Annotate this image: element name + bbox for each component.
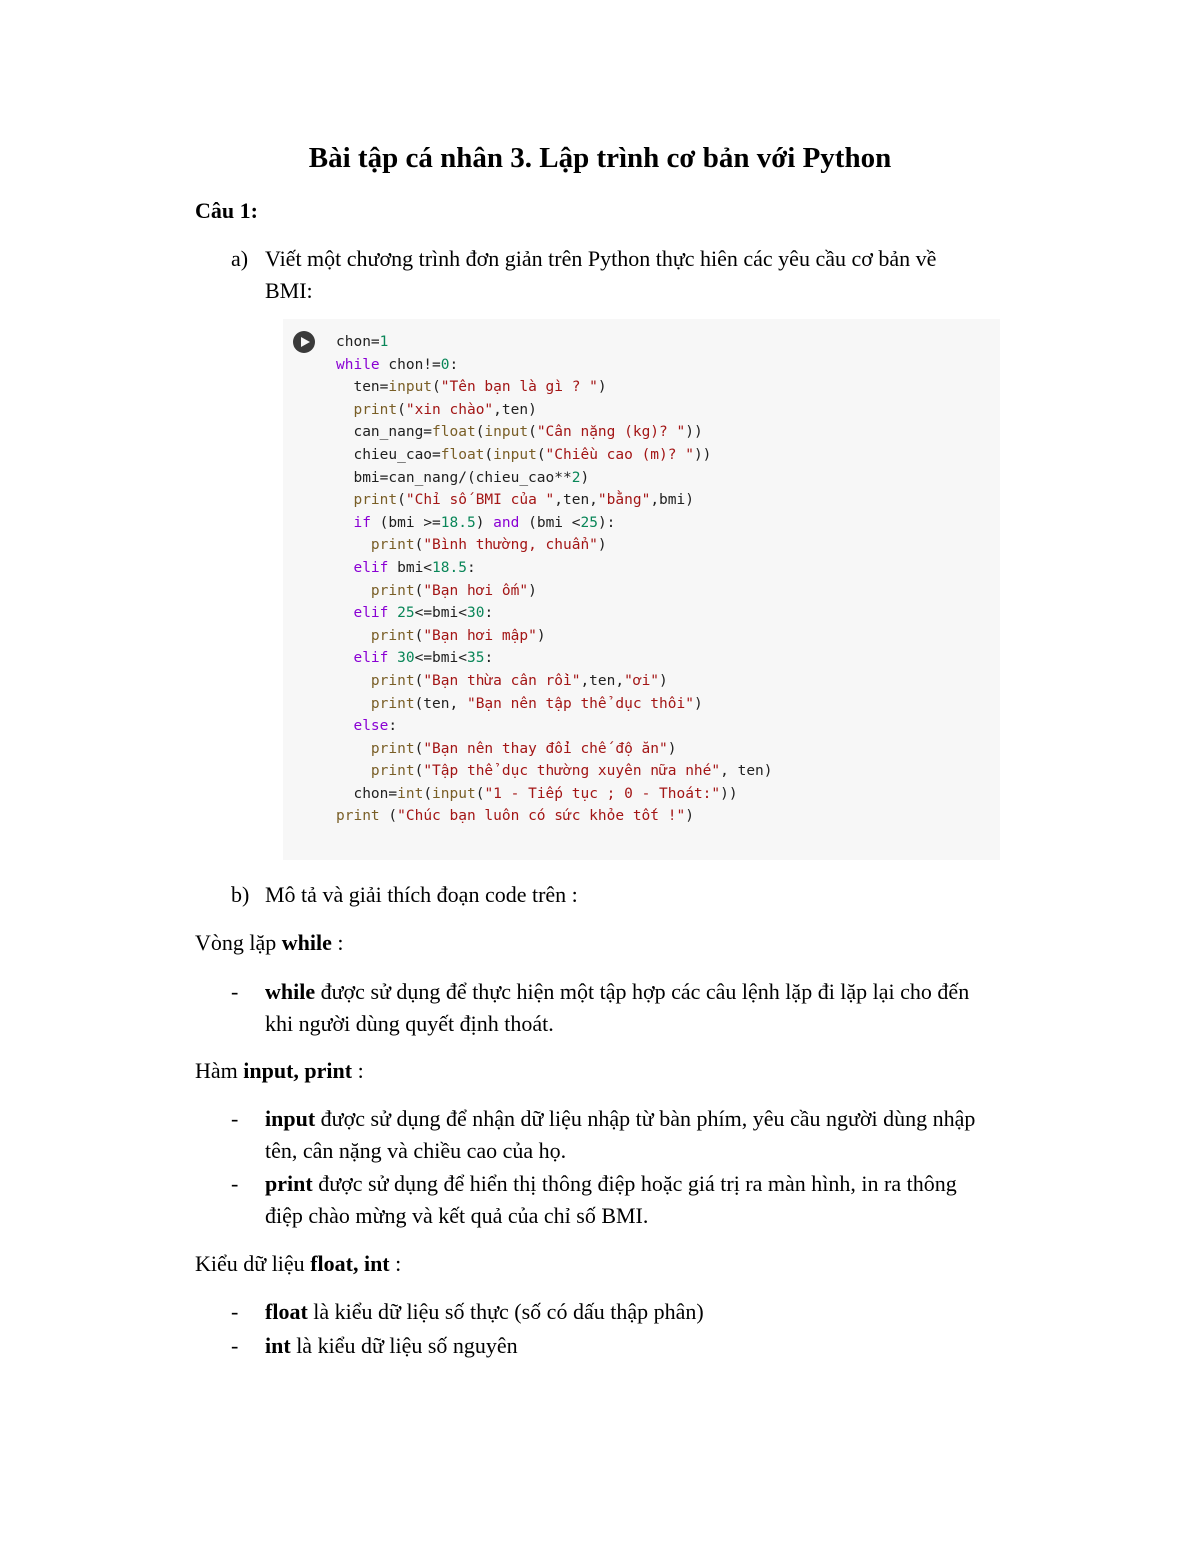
code-line: print("Bạn hơi ốm") — [370, 582, 537, 599]
float-item — [265, 1295, 704, 1328]
document-title: Bài tập cá nhân 3. Lập trình cơ bản với Python — [308, 142, 892, 174]
code-line: elif 30<=bmi<35: — [353, 650, 494, 667]
print-item-keyword: print — [265, 1171, 313, 1196]
code-line: chon=int(input("1 - Tiếp tục ; 0 - Thoát:")) — [336, 785, 738, 802]
types-heading — [195, 1247, 401, 1280]
io-heading — [195, 1054, 364, 1087]
code-line: elif bmi<18.5: — [353, 559, 476, 576]
io-heading-print: print — [304, 1058, 353, 1083]
code-line: print("Bạn thừa cân rồi",ten,"ơi") — [370, 672, 668, 689]
int-item-text: là kiểu dữ liệu số nguyên — [290, 1333, 518, 1358]
code-line: print("Bạn hơi mập") — [370, 627, 546, 644]
while-heading-prefix: Vòng lặp — [195, 930, 282, 955]
code-line: print(ten, "Bạn nên tập thể dục thôi") — [370, 695, 703, 712]
code-line: print("Bạn nên thay đổi chế độ ăn") — [370, 740, 677, 757]
code-line: else: — [353, 718, 398, 735]
input-item-line-1 — [265, 1102, 975, 1135]
code-line: print("Chỉ số BMI của ",ten,"bằng",bmi) — [353, 492, 694, 509]
io-heading-input: input — [243, 1058, 294, 1083]
code-line: chon=1 — [336, 334, 389, 350]
while-heading — [195, 926, 344, 959]
print-item-line-2: điệp chào mừng và kết quả của chỉ số BMI. — [265, 1203, 649, 1228]
int-item-keyword: int — [265, 1333, 291, 1358]
bullet-marker: - — [231, 1106, 239, 1131]
part-b-text: Mô tả và giải thích đoạn code trên : — [265, 882, 578, 907]
io-heading-suffix: : — [352, 1058, 364, 1083]
input-item-keyword: input — [265, 1106, 316, 1131]
code-line: can_nang=float(input("Cân nặng (kg)? ")) — [336, 424, 703, 441]
code-line: print("Tập thể dục thường xuyên nữa nhé", ten) — [370, 763, 773, 780]
code-cell — [283, 319, 1000, 860]
float-item-text: là kiểu dữ liệu số thực (số có dấu thập phân) — [307, 1299, 704, 1324]
while-item-text: được sử dụng để thực hiện một tập hợp các câu lệnh lặp đi lặp lại cho đến — [315, 979, 970, 1004]
code-line: print("Bình thường, chuẩn") — [370, 537, 607, 554]
code-line: bmi=can_nang/(chieu_cao**2) — [336, 469, 590, 486]
types-heading-suffix: : — [389, 1251, 402, 1276]
while-item-keyword: while — [265, 979, 316, 1004]
while-item-line-1 — [265, 975, 969, 1008]
bullet-marker: - — [231, 979, 239, 1004]
bullet-marker: - — [231, 1333, 239, 1358]
io-heading-sep: , — [293, 1058, 305, 1083]
code-line: print ("Chúc bạn luôn có sức khỏe tốt !") — [336, 808, 694, 825]
print-item-text: được sử dụng để hiển thị thông điệp hoặc giá trị ra màn hình, in ra thông — [312, 1171, 957, 1196]
code-line: print("xin chào",ten) — [353, 401, 537, 418]
code-line: if (bmi >=18.5) and (bmi <25): — [353, 514, 616, 531]
code-line: while chon!=0: — [336, 356, 459, 373]
code-block — [336, 331, 773, 828]
input-item-line-2: tên, cân nặng và chiều cao của họ. — [265, 1138, 567, 1163]
code-line: chieu_cao=float(input("Chiều cao (m)? ")) — [336, 446, 712, 463]
bullet-marker: - — [231, 1299, 239, 1324]
float-item-keyword: float — [265, 1299, 308, 1324]
code-line: elif 25<=bmi<30: — [353, 605, 494, 622]
int-item — [265, 1329, 518, 1362]
play-circle-icon[interactable] — [293, 331, 315, 353]
print-item-line-1 — [265, 1167, 957, 1200]
list-marker-b: b) — [231, 882, 250, 907]
list-marker-a: a) — [231, 246, 249, 271]
while-heading-keyword: while — [281, 930, 332, 955]
types-heading-prefix: Kiểu dữ liệu — [195, 1251, 311, 1276]
part-a-line-1: Viết một chương trình đơn giản trên Python thực hiên các yêu cầu cơ bản về — [265, 246, 937, 271]
types-heading-keywords: float, int — [310, 1251, 390, 1276]
while-item-line-2: khi người dùng quyết định thoát. — [265, 1011, 554, 1036]
part-a-line-2: BMI: — [265, 278, 313, 303]
question-label: Câu 1: — [195, 198, 258, 223]
bullet-marker: - — [231, 1171, 239, 1196]
while-heading-suffix: : — [331, 930, 344, 955]
code-line: ten=input("Tên bạn là gì ? ") — [336, 379, 607, 396]
io-heading-prefix: Hàm — [195, 1058, 244, 1083]
input-item-text: được sử dụng để nhận dữ liệu nhập từ bàn phím, yêu cầu người dùng nhập — [315, 1106, 976, 1131]
